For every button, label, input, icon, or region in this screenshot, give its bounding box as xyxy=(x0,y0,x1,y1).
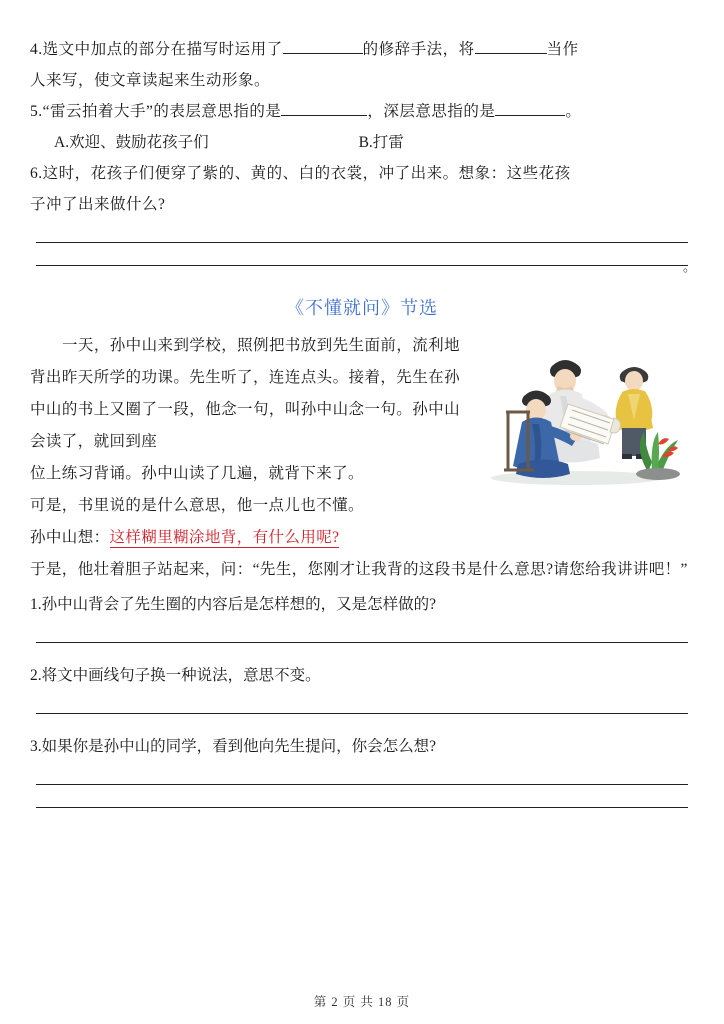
question-5 xyxy=(30,96,694,127)
question-4-text-a: 4.选文中加点的部分在描写时运用了 xyxy=(30,41,283,58)
answer-line[interactable] xyxy=(36,642,688,643)
question-4 xyxy=(30,34,694,65)
answer-line-row xyxy=(30,713,694,714)
question-4-continued xyxy=(30,65,694,96)
question-5-choices xyxy=(30,127,694,158)
answer-blank[interactable] xyxy=(283,53,363,54)
underlined-sentence: 这样糊里糊涂地背，有什么用呢? xyxy=(109,529,340,546)
question-4-text-c: 当作 xyxy=(546,41,579,58)
question-5-text-b: ，深层意思指的是 xyxy=(367,103,496,120)
sub-question-3: 3.如果你是孙中山的同学，看到他向先生提问，你会怎么想? xyxy=(30,738,437,755)
question-6-text-b: 子冲了出来做什么? xyxy=(30,196,166,213)
choice-a[interactable]: A.欢迎、鼓励花孩子们 xyxy=(54,134,209,151)
question-6-text-a: 6.这时，花孩子们便穿了紫的、黄的、白的衣裳，冲了出来。想象：这些花孩 xyxy=(30,165,571,182)
sub-question-1: 1.孙中山背会了先生圈的内容后是怎样想的，又是怎样做的? xyxy=(30,596,437,613)
reading-thought-line xyxy=(30,522,694,554)
reading-paragraph-4: 于是，他壮着胆子站起来，问：“先生，您刚才让我背的这段书是什么意思?请您给我讲讲吧！” xyxy=(30,561,688,578)
answer-blank[interactable] xyxy=(281,115,367,116)
teacher-and-student-illustration xyxy=(472,332,694,492)
question-5-text-c: 。 xyxy=(565,103,582,120)
answer-blank[interactable] xyxy=(475,53,547,54)
question-6-rule-tail: 。 xyxy=(682,259,696,274)
reading-paragraph-3: 可是，书里说的是什么意思，他一点儿也不懂。 xyxy=(30,497,364,514)
answer-line[interactable] xyxy=(36,265,688,266)
answer-line-row xyxy=(30,242,694,243)
reading-paragraph-2: 位上练习背诵。孙中山读了几遍，就背下来了。 xyxy=(30,465,364,482)
sub-question-2: 2.将文中画线句子换一种说法，意思不变。 xyxy=(30,667,321,684)
answer-line-row xyxy=(30,807,694,808)
question-4-text-b: 的修辞手法，将 xyxy=(362,41,475,58)
answer-line[interactable] xyxy=(36,242,688,243)
reading-body xyxy=(30,330,694,586)
question-6-continued xyxy=(30,189,694,220)
reading-title: 《不懂就问》节选 xyxy=(286,298,438,318)
answer-line[interactable] xyxy=(36,713,688,714)
answer-line-row xyxy=(30,642,694,643)
reading-paragraph-1: 一天，孙中山来到学校，照例把书放到先生面前，流利地背出昨天所学的功课。先生听了，连连点头。接着，先生在孙中山的书上又圈了一段，他念一句，叫孙中山念一句。孙中山会读了，就回到座 xyxy=(30,337,460,450)
answer-line-row xyxy=(30,784,694,785)
thought-prefix: 孙中山想： xyxy=(30,529,110,546)
question-4-text-d: 人来写，使文章读起来生动形象。 xyxy=(30,72,271,89)
answer-line-row xyxy=(30,259,696,274)
answer-line[interactable] xyxy=(36,784,688,785)
page-footer: 第 2 页 共 18 页 xyxy=(313,995,411,1009)
question-5-text-a: 5.“雷云拍着大手”的表层意思指的是 xyxy=(30,103,282,120)
answer-line[interactable] xyxy=(36,807,688,808)
question-6 xyxy=(30,158,694,189)
answer-blank[interactable] xyxy=(495,115,565,116)
choice-b[interactable]: B.打雷 xyxy=(358,134,404,151)
illustration-svg xyxy=(472,332,694,492)
